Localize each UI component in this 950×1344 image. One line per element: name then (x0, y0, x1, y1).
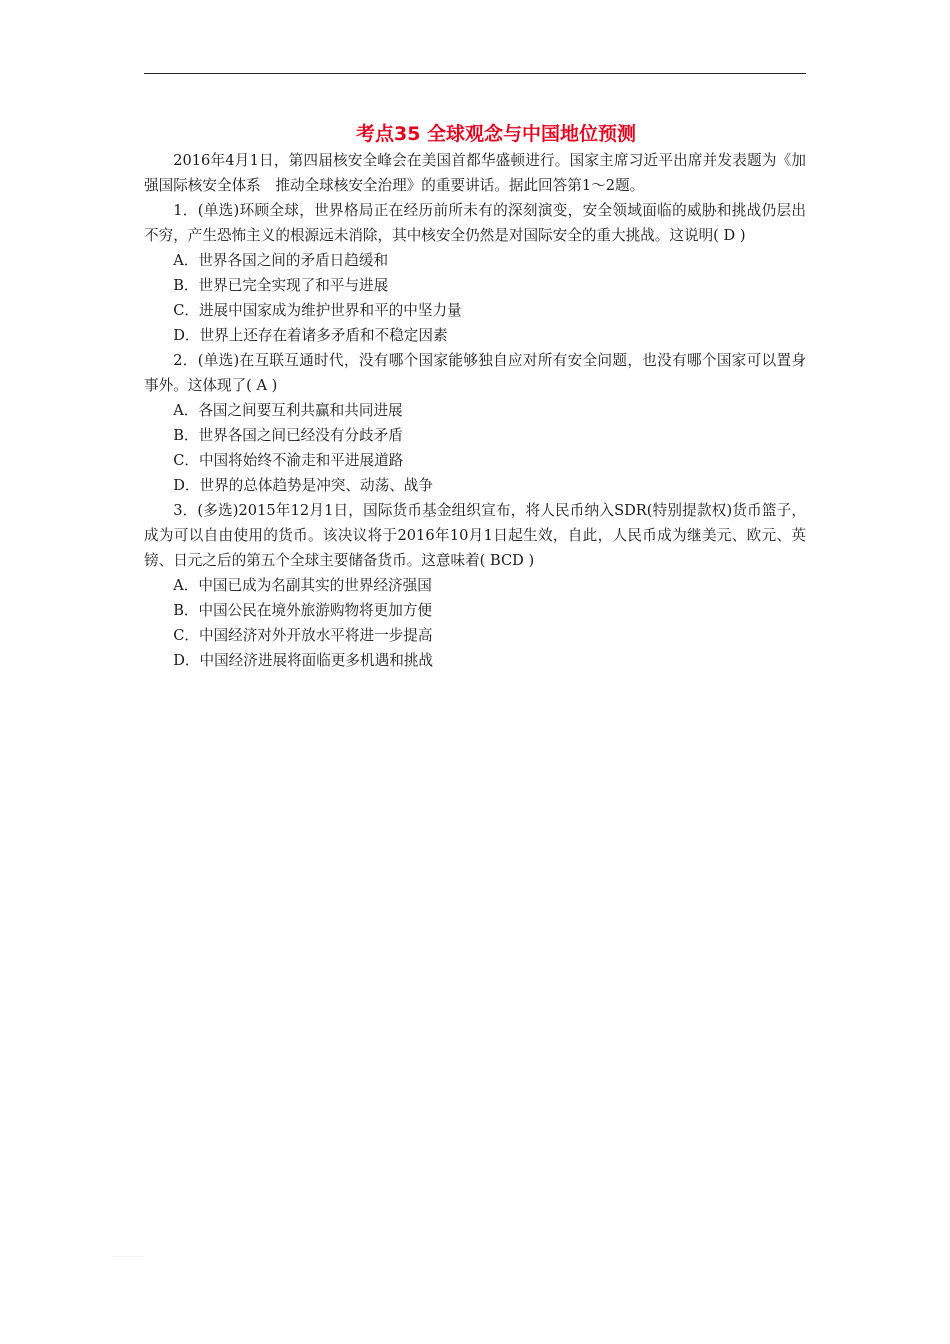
option-d: D．世界的总体趋势是冲突、动荡、战争 (173, 477, 433, 494)
option-d: D．中国经济进展将面临更多机遇和挑战 (173, 652, 433, 669)
document-body (144, 120, 806, 673)
option-b: B．世界已完全实现了和平与进展 (173, 277, 389, 294)
option-a: A．各国之间要互利共赢和共同进展 (173, 402, 403, 419)
option-d: D．世界上还存在着诸多矛盾和不稳定因素 (173, 327, 448, 344)
option-c: C．中国将始终不渝走和平进展道路 (173, 452, 404, 469)
question-stem: 2．(单选)在互联互通时代，没有哪个国家能够独自应对所有安全问题，也没有哪个国家可以置身事外。这体现了( A ) (144, 352, 806, 394)
option-a: A．中国已成为名副其实的世界经济强国 (173, 577, 432, 594)
option-c: C．进展中国家成为维护世界和平的中坚力量 (173, 302, 462, 319)
question-stem: 3．(多选)2015年12月1日，国际货币基金组织宣布，将人民币纳入SDR(特别提款权)货币篮子，成为可以自由使用的货币。该决议将于2016年10月1日起生效，自此，人民币成为继美元、欧元、英镑、日元之后的第五个全球主要储备货币。这意味着( BCD ) (144, 502, 806, 569)
header-rule (144, 73, 806, 74)
option-b: B．中国公民在境外旅游购物将更加方便 (173, 602, 433, 619)
question-2 (144, 348, 806, 498)
option-c: C．中国经济对外开放水平将进一步提高 (173, 627, 433, 644)
option-a: A．世界各国之间的矛盾日趋缓和 (173, 252, 389, 269)
footer-corner-mark (112, 1256, 144, 1257)
intro-paragraph: 2016年4月1日，第四届核安全峰会在美国首都华盛顿进行。国家主席习近平出席并发表题为《加强国际核安全体系 推动全球核安全治理》的重要讲话。据此回答第1～2题。 (144, 152, 806, 194)
option-b: B．世界各国之间已经没有分歧矛盾 (173, 427, 403, 444)
question-1 (144, 198, 806, 348)
question-3 (144, 498, 806, 673)
page-title: 考点35 全球观念与中国地位预测 (355, 123, 637, 145)
question-stem: 1．(单选)环顾全球，世界格局正在经历前所未有的深刻演变，安全领域面临的威胁和挑战仍层出不穷，产生恐怖主义的根源远未消除，其中核安全仍然是对国际安全的重大挑战。这说明( D ) (144, 202, 806, 244)
